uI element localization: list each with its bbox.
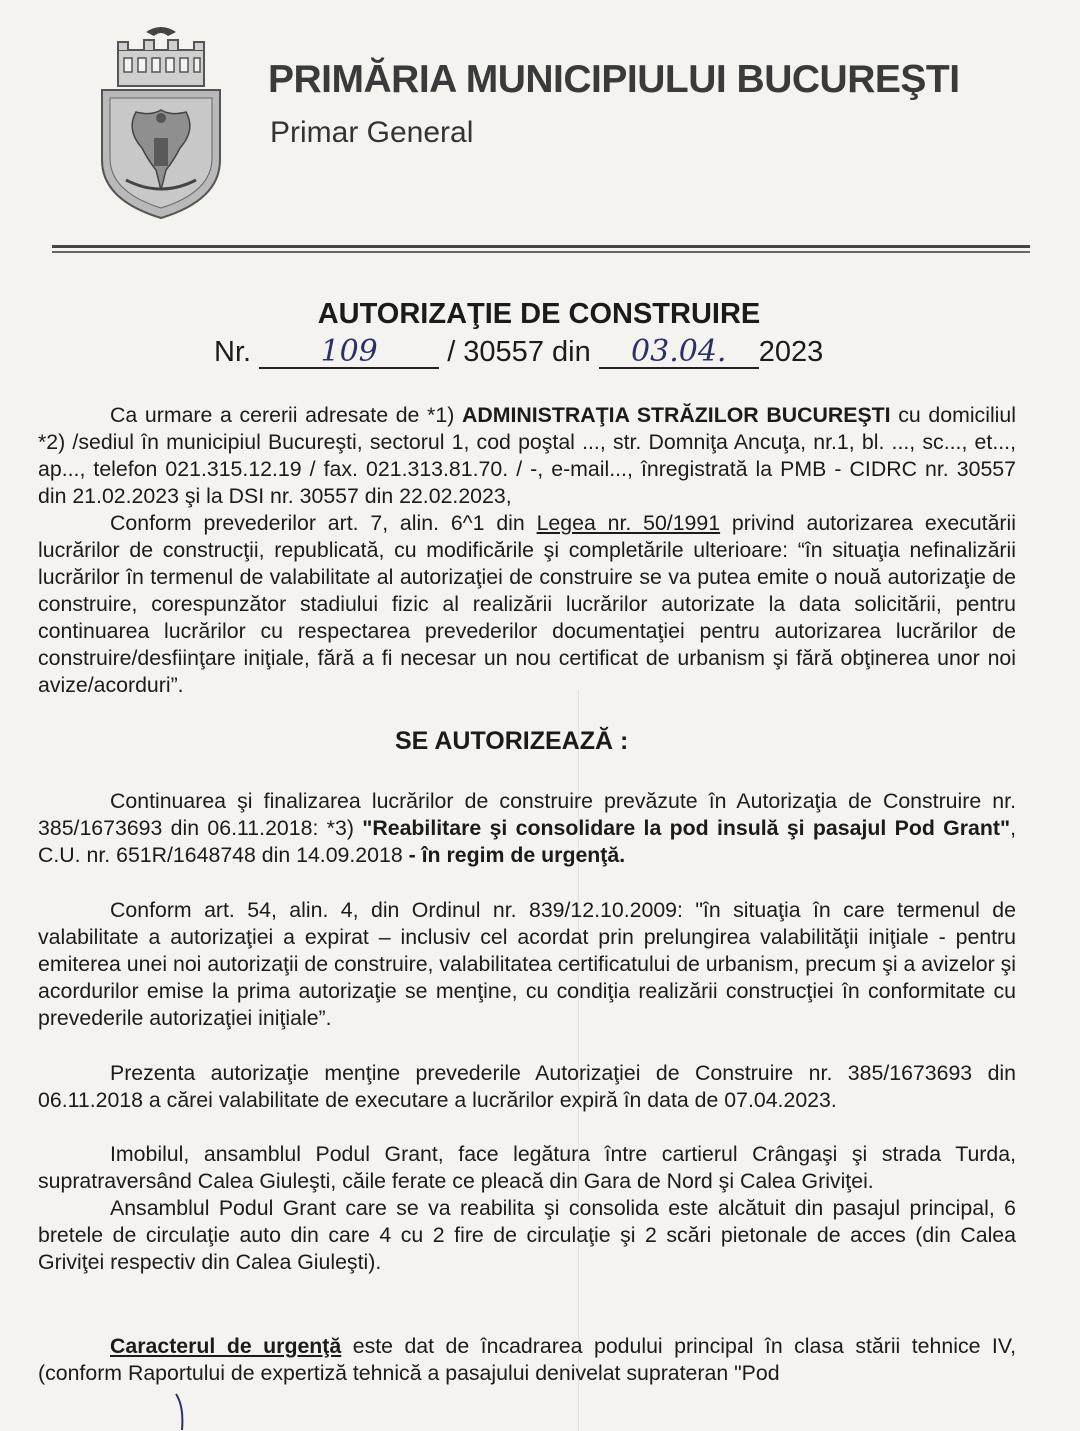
paragraph-property: Imobilul, ansamblul Podul Grant, face legătura între cartierul Crângaşi şi strada Turda, supratraversând Calea Giuleşti, căile ferate ce pleacă din Gara de Nord şi Calea Griviţei. Ansamblul Podul Grant care se va reabilita şi consolida este alcătuit din pasajul principal, 6 bretele de circulaţie auto din care 4 cu 2 fire de circulaţie şi 2 scări pietonale de acces (din Calea Griviţei respectiv din Calea Giuleşti). [38, 1142, 1016, 1274]
urgency-heading: Caracterul de urgenţă [110, 1334, 342, 1358]
number-prefix: Nr. [214, 336, 252, 368]
bucharest-coat-of-arms-icon [96, 20, 226, 220]
registration-number: / 30557 din [447, 336, 591, 368]
urgency-note: - în regim de urgenţă. [408, 843, 626, 867]
paragraph-urgency: Caracterul de urgenţă este dat de încadrarea podului principal în clasa stării tehnice IV, (conform Raportului de expertiză tehnică a pasajului denivelat suprateran "Pod [38, 1334, 1016, 1385]
organization-subtitle: Primar General [270, 116, 474, 149]
handwritten-number: 109 [259, 337, 439, 369]
law-reference: Legea nr. 50/1991 [536, 511, 721, 535]
paragraph-ensemble: Ansamblul Podul Grant care se va reabilita şi consolida este alcătuit din pasajul principal, 6 bretele de circulaţie auto din care 4 cu 2 fire de circulaţie şi 2 scări pietonale de acces (din Calea Griviţei respectiv din Calea Giuleşti). [38, 1196, 1016, 1274]
authorization-heading: SE AUTORIZEAZĂ : [395, 727, 629, 755]
paragraph-validity: Prezenta autorizaţie menţine prevederile Autorizaţiei de Construire nr. 385/1673693 din 06.11.2018 a cărei valabilitate de executare a lucrărilor expiră în data de 07.04.2023. [38, 1061, 1016, 1112]
project-name: "Reabilitare şi consolidare la pod insulă şi pasajul Pod Grant" [362, 816, 1011, 840]
paragraph-authorized-works: Continuarea şi finalizarea lucrărilor de construire prevăzute în Autorizaţia de Construire nr. 385/1673693 din 06.11.2018: *3) "Reabilitare şi consolidare la pod insulă şi pasajul Pod Grant", C.U. nr. 651R/1648748 din 14.09.2018 - în regim de urgenţă. [38, 789, 1016, 867]
document-title: AUTORIZAŢIE DE CONSTRUIRE [317, 298, 761, 330]
organization-name: PRIMĂRIA MUNICIPIULUI BUCUREŞTI [268, 58, 960, 101]
header-divider-secondary [52, 251, 1030, 253]
handwritten-ink-mark [170, 1392, 200, 1431]
page-fold-line [578, 690, 579, 1431]
document-number-line [214, 336, 823, 369]
handwritten-date: 03.04. [599, 337, 759, 369]
applicant-name: ADMINISTRAŢIA STRĂZILOR BUCUREŞTI [461, 403, 891, 427]
header-divider [52, 245, 1030, 248]
paragraph-legal-basis: Conform prevederilor art. 7, alin. 6^1 din Legea nr. 50/1991 privind autorizarea executării lucrărilor de construcţii, republicată, cu modificările şi completările ulterioare: “în situaţia nefinalizării lucrărilor în termenul de valabilitate al autorizaţiei de construire se va putea emite o nouă autorizaţie de construire, corespunzător stadiului fizic al realizării lucrărilor autorizate la data solicitării, pentru continuarea lucrărilor cu respectarea prevederilor documentaţiei pentru autorizarea lucrărilor de construire/desfiinţare iniţiale, fără a fi necesar un nou certificat de urbanism şi fără obţinerea unor noi avize/acorduri”. [38, 511, 1016, 697]
document-year: 2023 [758, 336, 824, 368]
paragraph-applicant: Ca urmare a cererii adresate de *1) ADMINISTRAŢIA STRĂZILOR BUCUREŞTI cu domiciliul *2) /sediul în municipiul Bucureşti, sectorul 1, cod poştal ..., str. Domniţa Ancuţa, nr.1, bl. ..., sc..., et..., ap..., telefon 021.315.12.19 / fax. 021.313.81.70. / -, e-mail..., înregistrată la PMB - CIDRC nr. 30557 din 21.02.2023 şi la DSI nr. 30557 din 22.02.2023, Conform prevederilor art. 7, alin. 6^1 din Legea nr. 50/1991 privind autorizarea executării lucrărilor de construcţii, republicată, cu modificările şi completările ulterioare: “în situaţia nefinalizării lucrărilor în termenul de valabilitate al autorizaţiei de construire se va putea emite o nouă autorizaţie de construire, corespunzător stadiului fizic al realizării lucrărilor autorizate la data solicitării, pentru continuarea lucrărilor cu respectarea prevederilor documentaţiei pentru autorizarea lucrărilor de construire/desfiinţare iniţiale, fără a fi necesar un nou certificat de urbanism şi fără obţinerea unor noi avize/acorduri”. [38, 403, 1016, 697]
paragraph-order-839: Conform art. 54, alin. 4, din Ordinul nr. 839/12.10.2009: "în situaţia în care termenul de valabilitate a autorizaţiei a expirat – inclusiv cel acordat prin prelungirea valabilităţii iniţiale - pentru emiterea unei noi autorizaţii de construire, valabilitatea certificatului de urbanism, precum şi a avizelor şi acordurilor emise la prima autorizaţie se menţine, cu condiţia realizării construcţiei în conformitate cu prevederile autorizaţiei iniţiale”. [38, 898, 1016, 1030]
